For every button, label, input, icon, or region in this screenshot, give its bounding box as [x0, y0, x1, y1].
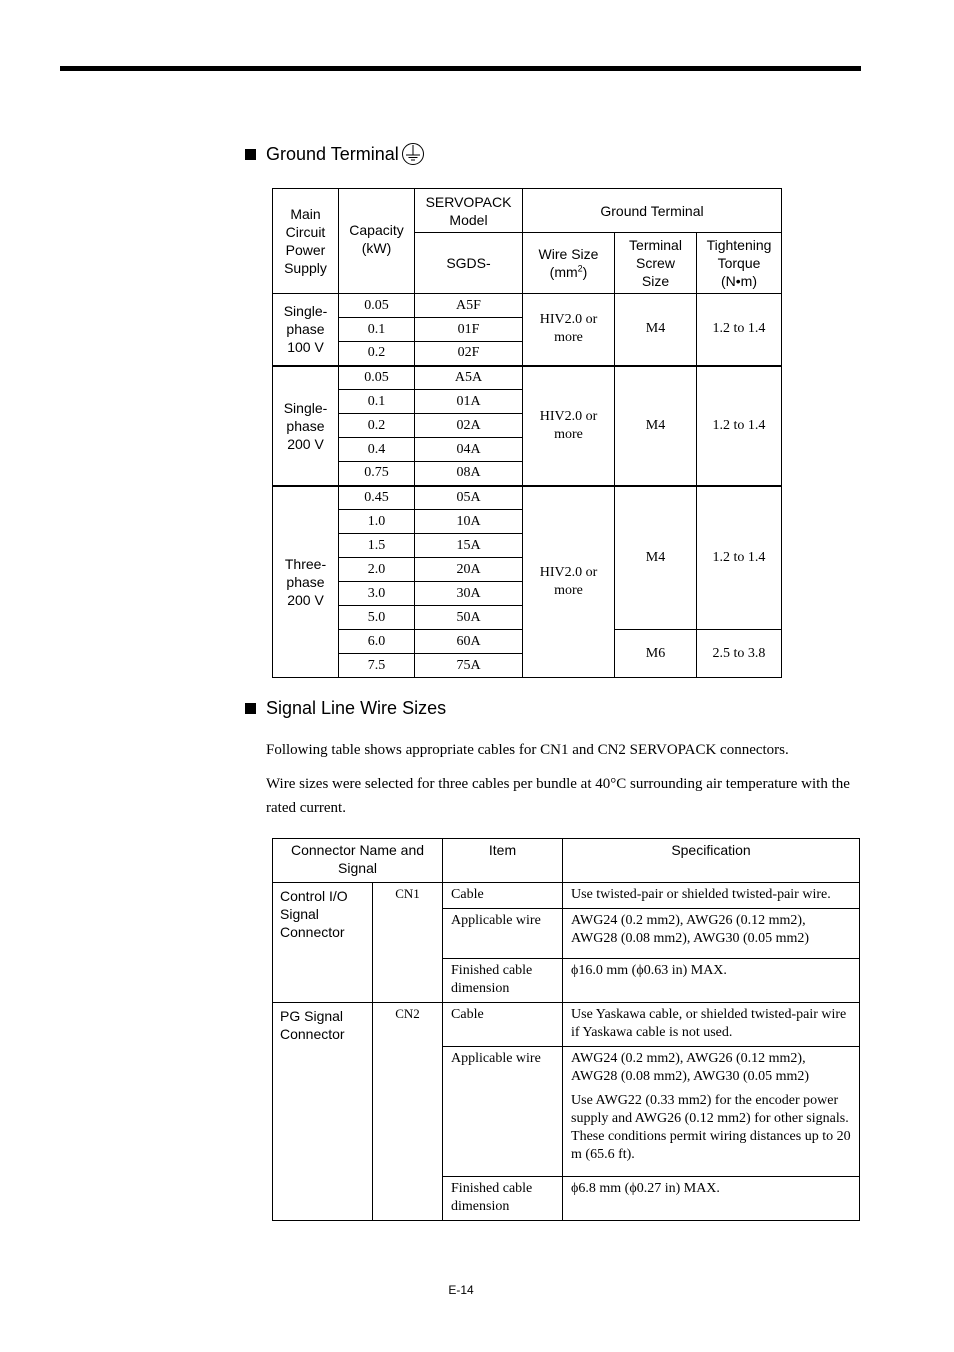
header-model: SERVOPACK Model: [415, 189, 523, 233]
spec-cell: Use Yaskawa cable, or shielded twisted-pair wire if Yaskawa cable is not used.: [563, 1003, 860, 1047]
item-cell: Finished cable dimension: [443, 1177, 563, 1221]
capacity-cell: 0.1: [339, 318, 415, 342]
header-connector: Connector Name and Signal: [273, 839, 443, 883]
spec-note: Use AWG22 (0.33 mm2) for the encoder power supply and AWG26 (0.12 mm2) for other signals. These conditions permit wiring distances up to 20 m (65.6 ft).: [571, 1093, 851, 1162]
item-cell: Finished cable dimension: [443, 959, 563, 1003]
model-cell: A5F: [415, 294, 523, 318]
screw-size-cell: M6: [615, 630, 697, 678]
wire-size-cell: HIV2.0 or more: [523, 366, 615, 486]
model-cell: 10A: [415, 510, 523, 534]
header-ground-terminal: Ground Terminal: [523, 189, 782, 233]
capacity-cell: 3.0: [339, 582, 415, 606]
intro-paragraph: Following table shows appropriate cables for CN1 and CN2 SERVOPACK connectors.: [266, 742, 789, 758]
model-cell: 01F: [415, 318, 523, 342]
model-cell: 05A: [415, 486, 523, 510]
spec-cell: Use twisted-pair or shielded twisted-pair wire.: [563, 883, 860, 909]
connector-code: CN1: [373, 883, 443, 1003]
item-cell: Cable: [443, 1003, 563, 1047]
conditions-paragraph: Wire sizes were selected for three cables per bundle at 40°C surrounding air temperature with the rated current.: [266, 776, 850, 816]
square-bullet-icon: [245, 149, 256, 160]
capacity-cell: 0.2: [339, 342, 415, 366]
model-cell: 08A: [415, 462, 523, 486]
item-cell: Applicable wire: [443, 1047, 563, 1177]
signal-line-title: Signal Line Wire Sizes: [266, 698, 447, 718]
torque-cell: 1.2 to 1.4: [697, 366, 782, 486]
ground-terminal-table: [272, 188, 782, 678]
model-cell: 20A: [415, 558, 523, 582]
spec-cell: AWG24 (0.2 mm2), AWG26 (0.12 mm2), AWG28 (0.08 mm2), AWG30 (0.05 mm2): [563, 909, 860, 959]
header-main-circuit: Main Circuit Power Supply: [273, 189, 339, 294]
connector-name: Control I/O Signal Connector: [273, 883, 373, 1003]
capacity-cell: 0.05: [339, 366, 415, 390]
model-cell: 60A: [415, 630, 523, 654]
supply-single-phase-100v: Single-phase 100 V: [273, 294, 339, 366]
model-cell: A5A: [415, 366, 523, 390]
model-cell: 01A: [415, 390, 523, 414]
model-cell: 50A: [415, 606, 523, 630]
model-cell: 15A: [415, 534, 523, 558]
screw-size-cell: M4: [615, 486, 697, 630]
capacity-cell: 0.75: [339, 462, 415, 486]
wire-size-cell: HIV2.0 or more: [523, 486, 615, 678]
header-model-prefix: SGDS-: [415, 233, 523, 294]
ground-symbol-icon: [401, 142, 425, 166]
spec-cell: [563, 1047, 860, 1177]
header-torque: Tightening Torque (N•m): [697, 233, 782, 294]
header-item: Item: [443, 839, 563, 883]
model-cell: 30A: [415, 582, 523, 606]
signal-line-heading: [245, 698, 446, 719]
item-cell: Applicable wire: [443, 909, 563, 959]
model-cell: 02F: [415, 342, 523, 366]
capacity-cell: 1.5: [339, 534, 415, 558]
item-cell: Cable: [443, 883, 563, 909]
torque-cell: 2.5 to 3.8: [697, 630, 782, 678]
capacity-cell: 5.0: [339, 606, 415, 630]
capacity-cell: 2.0: [339, 558, 415, 582]
square-bullet-icon: [245, 703, 256, 714]
capacity-cell: 0.1: [339, 390, 415, 414]
capacity-cell: 1.0: [339, 510, 415, 534]
spec-text: AWG24 (0.2 mm2), AWG26 (0.12 mm2), AWG28 (0.08 mm2), AWG30 (0.05 mm2): [571, 1051, 810, 1084]
supply-single-phase-200v: Single-phase 200 V: [273, 366, 339, 486]
supply-three-phase-200v: Three-phase 200 V: [273, 486, 339, 678]
capacity-cell: 7.5: [339, 654, 415, 678]
model-cell: 02A: [415, 414, 523, 438]
screw-size-cell: M4: [615, 366, 697, 486]
top-rule: [60, 66, 861, 71]
capacity-cell: 0.45: [339, 486, 415, 510]
header-screw-size: Terminal Screw Size: [615, 233, 697, 294]
model-cell: 75A: [415, 654, 523, 678]
ground-terminal-heading: [245, 142, 425, 166]
spec-cell: ϕ16.0 mm (ϕ0.63 in) MAX.: [563, 959, 860, 1003]
header-spec: Specification: [563, 839, 860, 883]
connector-code: CN2: [373, 1003, 443, 1221]
spec-cell: ϕ6.8 mm (ϕ0.27 in) MAX.: [563, 1177, 860, 1221]
torque-cell: 1.2 to 1.4: [697, 486, 782, 630]
screw-size-cell: M4: [615, 294, 697, 366]
ground-terminal-title: Ground Terminal: [266, 143, 399, 164]
model-cell: 04A: [415, 438, 523, 462]
torque-cell: 1.2 to 1.4: [697, 294, 782, 366]
header-wire-size: Wire Size $(mm^2)$: [523, 233, 615, 294]
capacity-cell: 6.0: [339, 630, 415, 654]
connector-name: PG Signal Connector: [273, 1003, 373, 1221]
wire-size-cell: HIV2.0 or more: [523, 294, 615, 366]
capacity-cell: 0.05: [339, 294, 415, 318]
capacity-cell: 0.2: [339, 414, 415, 438]
page-number: E-14: [448, 1283, 474, 1297]
header-capacity: Capacity (kW): [339, 189, 415, 294]
capacity-cell: 0.4: [339, 438, 415, 462]
signal-line-table: [272, 838, 860, 1221]
